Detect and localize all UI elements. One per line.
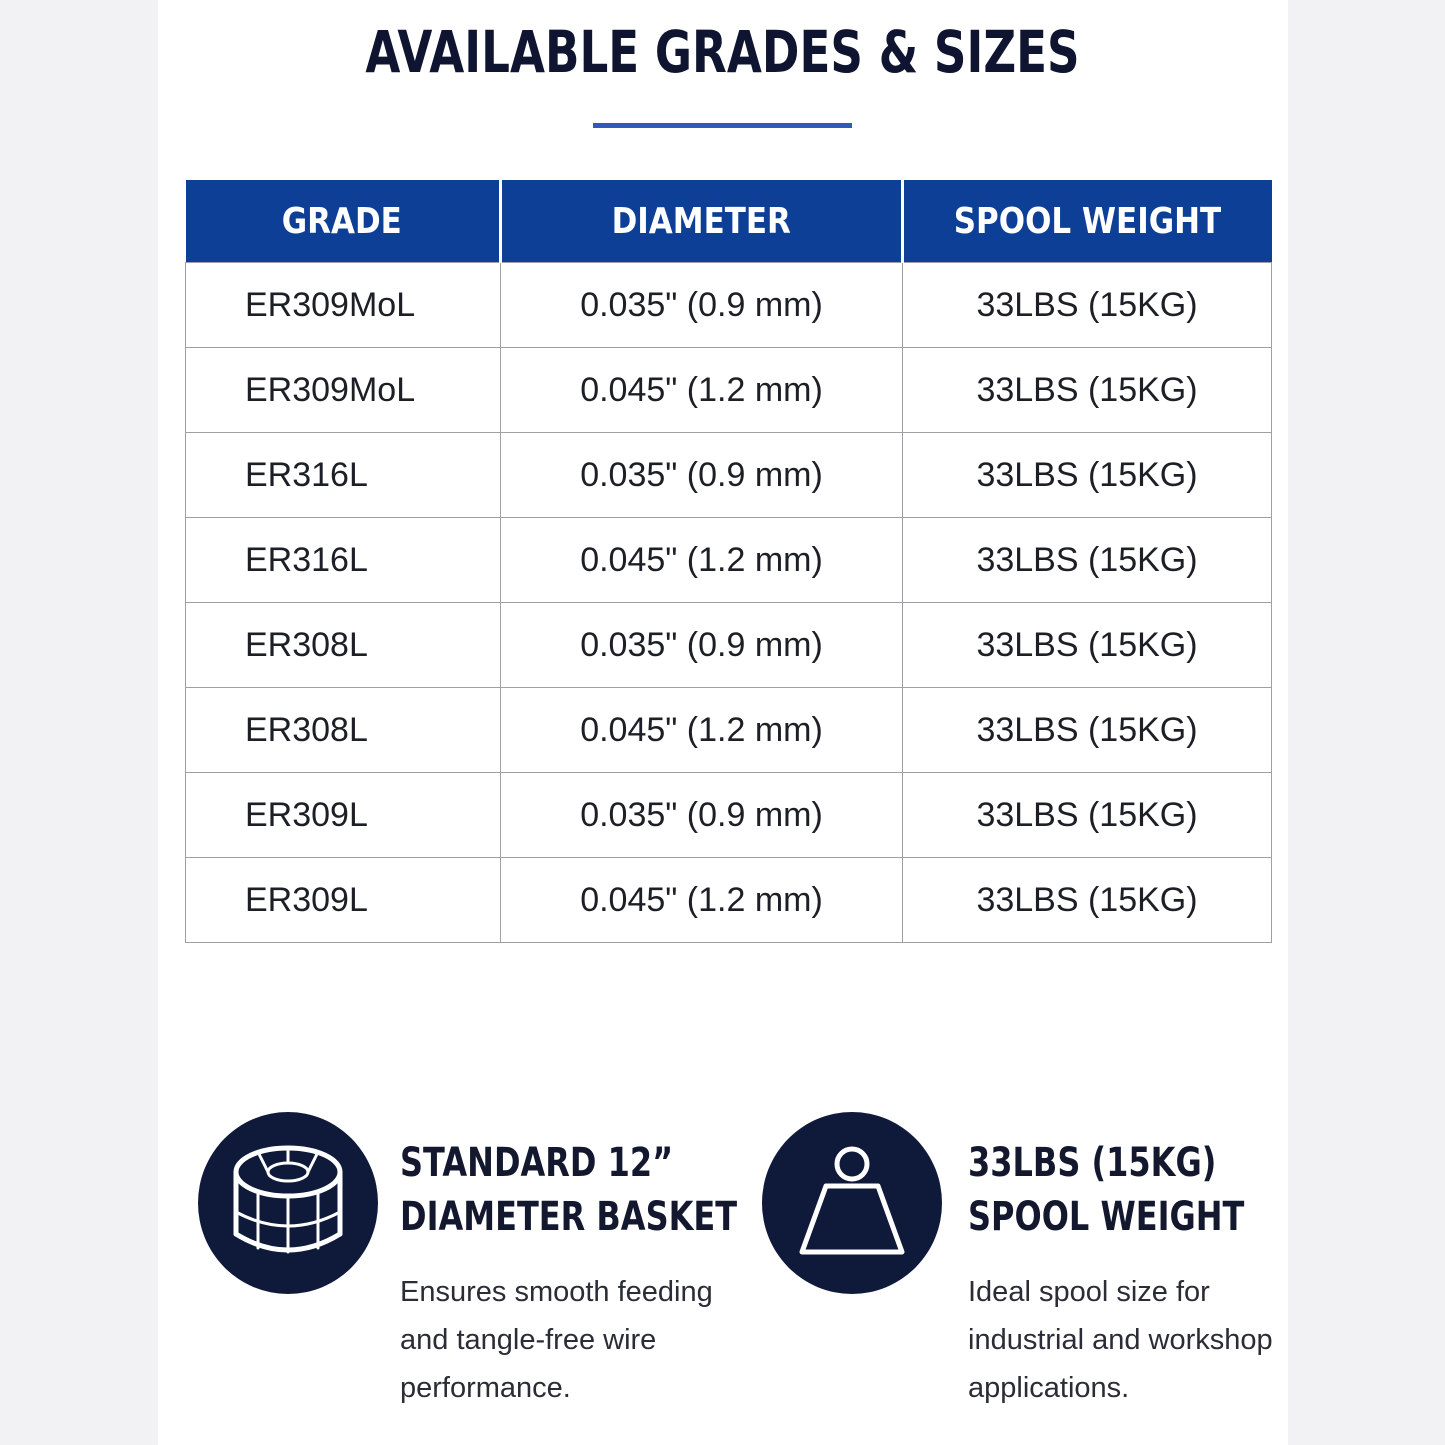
table-row — [186, 773, 1272, 858]
diameter-cell: 0.045" (1.2 mm) — [501, 518, 903, 603]
grade-cell: ER309L — [186, 773, 501, 858]
spool-weight-cell: 33LBS (15KG) — [903, 348, 1272, 433]
grade-cell: ER316L — [186, 518, 501, 603]
feature-weight-description: Ideal spool size for industrial and workshop applications. — [968, 1276, 1273, 1404]
feature-weight-title: 33LBS (15KG) SPOOL WEIGHT — [968, 1140, 1245, 1240]
spool-weight-cell: 33LBS (15KG) — [903, 518, 1272, 603]
diameter-cell: 0.045" (1.2 mm) — [501, 348, 903, 433]
weight-icon — [762, 1112, 942, 1294]
table-row — [186, 433, 1272, 518]
grade-cell: ER308L — [186, 688, 501, 773]
column-header-diameter: DIAMETER — [501, 180, 903, 263]
diameter-cell: 0.035" (0.9 mm) — [501, 433, 903, 518]
spool-weight-cell: 33LBS (15KG) — [903, 688, 1272, 773]
grade-cell: ER309MoL — [186, 348, 501, 433]
grade-cell: ER309L — [186, 858, 501, 943]
table-row — [186, 348, 1272, 433]
spool-weight-cell: 33LBS (15KG) — [903, 603, 1272, 688]
table-row — [186, 263, 1272, 348]
grades-table — [185, 180, 1272, 943]
table-header-row — [186, 180, 1272, 263]
column-header-grade: GRADE — [186, 180, 501, 263]
diameter-cell: 0.035" (0.9 mm) — [501, 773, 903, 858]
grade-cell: ER316L — [186, 433, 501, 518]
grade-cell: ER309MoL — [186, 263, 501, 348]
diameter-cell: 0.035" (0.9 mm) — [501, 263, 903, 348]
spool-weight-cell: 33LBS (15KG) — [903, 263, 1272, 348]
table-row — [186, 858, 1272, 943]
feature-basket-title: STANDARD 12” DIAMETER BASKET — [400, 1140, 738, 1240]
diameter-cell: 0.035" (0.9 mm) — [501, 603, 903, 688]
column-header-spool-weight: SPOOL WEIGHT — [903, 180, 1272, 263]
page-title: AVAILABLE GRADES & SIZES — [365, 18, 1080, 86]
spool-weight-cell: 33LBS (15KG) — [903, 858, 1272, 943]
diameter-cell: 0.045" (1.2 mm) — [501, 858, 903, 943]
title-underline — [593, 123, 852, 128]
feature-basket-description: Ensures smooth feeding and tangle-free wire performance. — [400, 1276, 713, 1404]
basket-icon — [198, 1112, 378, 1294]
grade-cell: ER308L — [186, 603, 501, 688]
table-row — [186, 518, 1272, 603]
diameter-cell: 0.045" (1.2 mm) — [501, 688, 903, 773]
spool-weight-cell: 33LBS (15KG) — [903, 773, 1272, 858]
table-row — [186, 688, 1272, 773]
spool-weight-cell: 33LBS (15KG) — [903, 433, 1272, 518]
table-row — [186, 603, 1272, 688]
